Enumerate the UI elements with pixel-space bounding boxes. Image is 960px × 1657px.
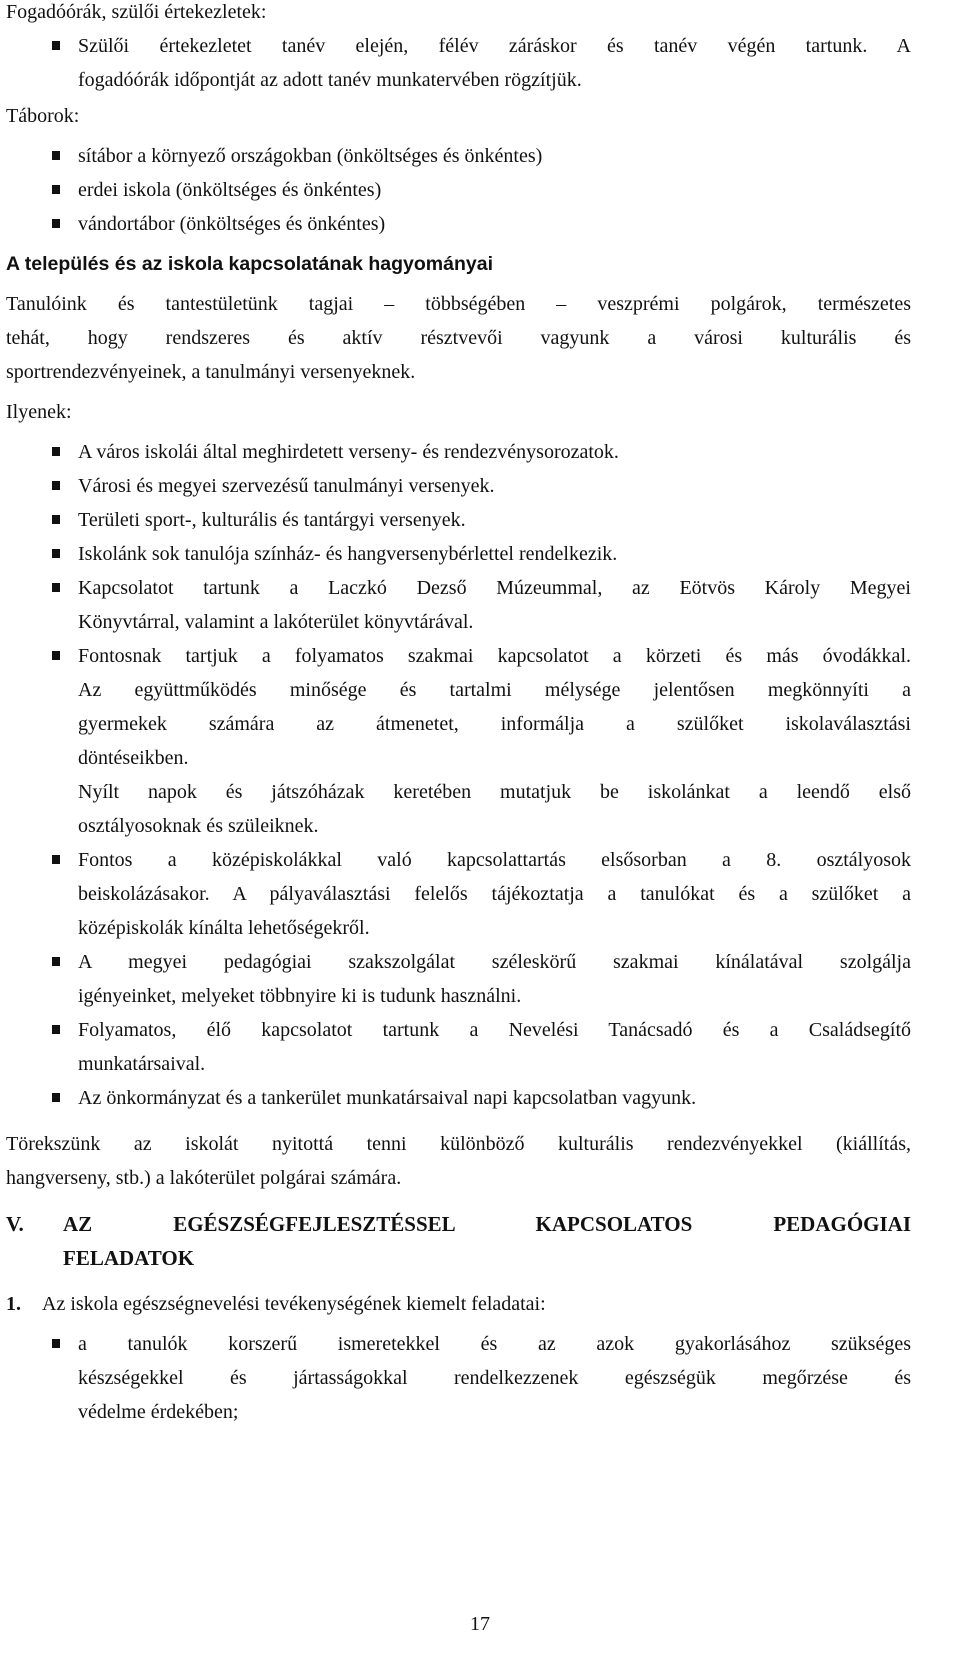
chapter-title-continued: FELADATOK (63, 1246, 195, 1270)
list-item: Fontosnak tartjuk a folyamatos szakmai kapcsolatot a körzeti és más óvodákkal. Az együttműködés minősége és tartalmi mélysége jelentősen megkönnyíti a gyermekek számára az átmenetet, informálja a szülőket iskolaválasztási döntéseikben. Nyílt napok és játszóházak keretében mutatjuk be iskolánkat a leendő első osztályosoknak és szüleiknek. (6, 639, 911, 843)
square-bullet-icon (52, 185, 60, 194)
square-bullet-icon (52, 481, 60, 490)
item-number: 1. (6, 1293, 21, 1315)
square-bullet-icon (52, 1025, 60, 1034)
list-item: sítábor a környező országokban (önköltséges és önkéntes) (6, 139, 911, 173)
item-title: Az iskola egészségnevelési tevékenységének kiemelt feladatai: (42, 1293, 546, 1315)
parent-meetings-label: Fogadóórák, szülői értekezletek: (6, 1, 267, 23)
examples-list (6, 435, 911, 1115)
document-page (6, 0, 911, 1429)
list-item: Városi és megyei szervezésű tanulmányi versenyek. (6, 469, 911, 503)
square-bullet-icon (52, 549, 60, 558)
square-bullet-icon (52, 219, 60, 228)
list-item: erdei iskola (önköltséges és önkéntes) (6, 173, 911, 207)
camps-label: Táborok: (6, 105, 80, 127)
parent-meetings-list (6, 29, 911, 97)
square-bullet-icon (52, 447, 60, 456)
paragraph: Törekszünk az iskolát nyitottá tenni különböző kulturális rendezvényekkel (kiállítás, hangverseny, stb.) a lakóterület polgárai számára. (6, 1133, 911, 1189)
square-bullet-icon (52, 1339, 60, 1348)
square-bullet-icon (52, 515, 60, 524)
camps-list (6, 139, 911, 241)
square-bullet-icon (52, 41, 60, 50)
examples-label: Ilyenek: (6, 401, 72, 423)
list-item: Fontos a középiskolákkal való kapcsolattartás elsősorban a 8. osztályosok beiskolázásakor. A pályaválasztási felelős tájékoztatja a tanulókat és a szülőket a középiskolák kínálta lehetőségekről. (6, 843, 911, 945)
square-bullet-icon (52, 151, 60, 160)
section-heading: A település és az iskola kapcsolatának hagyományai (6, 253, 493, 275)
paragraph: Tanulóink és tantestületünk tagjai – többségében – veszprémi polgárok, természetes tehát, hogy rendszeres és aktív résztvevői vagyunk a városi kulturális és sportrendezvényeinek, a tanulmányi versenyeknek. (6, 293, 911, 383)
list-item: A megyei pedagógiai szakszolgálat széleskörű szakmai kínálatával szolgálja igényeinket, melyeket többnyire ki is tudunk használni. (6, 945, 911, 1013)
health-tasks-list (6, 1327, 911, 1429)
list-item: Folyamatos, élő kapcsolatot tartunk a Nevelési Tanácsadó és a Családsegítő munkatársaival. (6, 1013, 911, 1081)
list-item: Területi sport-, kulturális és tantárgyi versenyek. (6, 503, 911, 537)
square-bullet-icon (52, 651, 60, 660)
chapter-title: AZ EGÉSZSÉGFEJLESZTÉSSEL KAPCSOLATOS PEDAGÓGIAI (63, 1212, 911, 1236)
list-item: vándortábor (önköltséges és önkéntes) (6, 207, 911, 241)
chapter-heading (6, 1207, 911, 1241)
list-item: a tanulók korszerű ismeretekkel és az azok gyakorlásához szükséges készségekkel és jártasságokkal rendelkezzenek egészségük megőrzése és védelme érdekében; (6, 1327, 911, 1429)
list-item: A város iskolái által meghirdetett verseny- és rendezvénysorozatok. (6, 435, 911, 469)
list-item: Iskolánk sok tanulója színház- és hangversenybérlettel rendelkezik. (6, 537, 911, 571)
square-bullet-icon (52, 583, 60, 592)
page-number: 17 (470, 1613, 490, 1635)
square-bullet-icon (52, 1093, 60, 1102)
list-item: Szülői értekezletet tanév elején, félév záráskor és tanév végén tartunk. A fogadóórák időpontját az adott tanév munkatervében rögzítjük. (6, 29, 911, 97)
square-bullet-icon (52, 855, 60, 864)
numbered-heading (6, 1287, 911, 1321)
chapter-number: V. (6, 1212, 24, 1236)
square-bullet-icon (52, 957, 60, 966)
list-item: Az önkormányzat és a tankerület munkatársaival napi kapcsolatban vagyunk. (6, 1081, 911, 1115)
list-item: Kapcsolatot tartunk a Laczkó Dezső Múzeummal, az Eötvös Károly Megyei Könyvtárral, valamint a lakóterület könyvtárával. (6, 571, 911, 639)
